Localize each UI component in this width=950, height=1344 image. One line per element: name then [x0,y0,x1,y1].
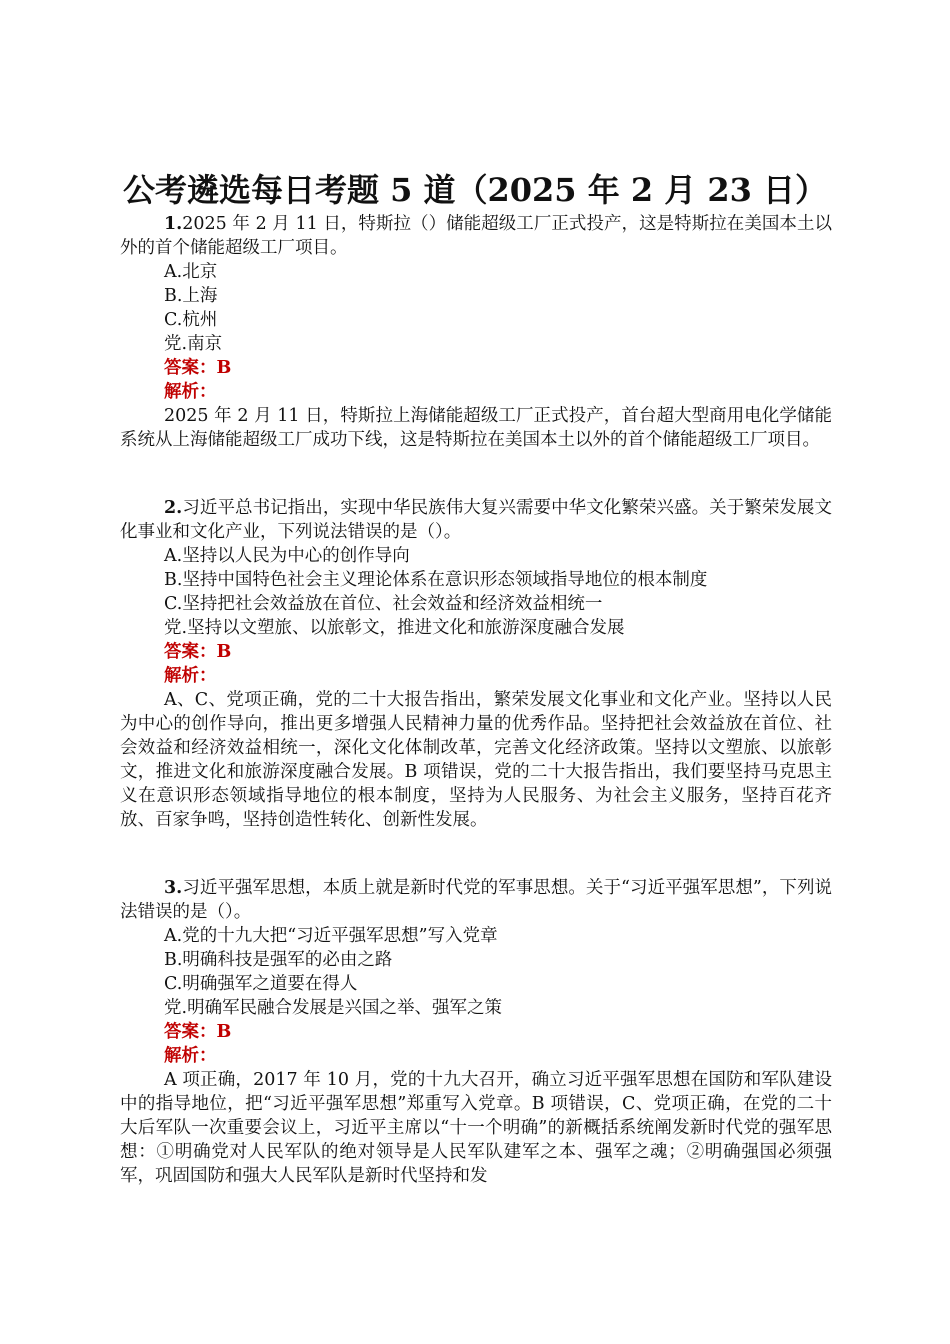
option-a: A.北京 [164,262,218,282]
question-number: 1. [164,214,183,234]
analysis-text: 2025 年 2 月 11 日，特斯拉上海储能超级工厂正式投产，首台超大型商用电化学储能系统从上海储能超级工厂成功下线，这是特斯拉在美国本土以外的首个储能超级工厂项目。 [120,406,832,450]
question-number: 3. [164,878,183,898]
analysis-text: A 项正确，2017 年 10 月，党的十九大召开，确立习近平强军思想在国防和军队建设中的指导地位，把“习近平强军思想”郑重写入党章。B 项错误，C、党项正确，在党的二十大后军队一次重要会议上，习近平主席以“十一个明确”的新概括系统阐发新时代党的强军思想：①明确党对人民军队的绝对领导是人民军队建军之本、强军之魂；②明确强国必须强军，巩固国防和强大人民军队是新时代坚持和发 [120,1070,832,1186]
analysis-text: A、C、党项正确，党的二十大报告指出，繁荣发展文化事业和文化产业。坚持以人民为中心的创作导向，推出更多增强人民精神力量的优秀作品。坚持把社会效益放在首位、社会效益和经济效益相统一，深化文化体制改革，完善文化经济政策。坚持以文塑旅、以旅彰文，推进文化和旅游深度融合发展。B 项错误，党的二十大报告指出，我们要坚持马克思主义在意识形态领域指导地位的根本制度，坚持为人民服务、为社会主义服务，坚持百花齐放、百家争鸣，坚持创造性转化、创新性发展。 [120,690,832,830]
option-a: A.党的十九大把“习近平强军思想”写入党章 [164,926,498,946]
question-text: 习近平强军思想，本质上就是新时代党的军事思想。关于“习近平强军思想”，下列说法错误的是（）。 [120,878,832,922]
option-c: C.坚持把社会效益放在首位、社会效益和经济效益相统一 [164,594,603,614]
page-title: 公考遴选每日考题 5 道（2025 年 2 月 23 日） [122,171,828,209]
option-b: B.明确科技是强军的必由之路 [164,950,393,970]
question-stem [120,876,832,924]
option-d: 党.坚持以文塑旅、以旅彰文，推进文化和旅游深度融合发展 [164,618,625,638]
option-c: C.明确强军之道要在得人 [164,974,358,994]
answer-label: 答案：B [164,1022,232,1042]
question-text: 2025 年 2 月 11 日，特斯拉（）储能超级工厂正式投产，这是特斯拉在美国本土以外的首个储能超级工厂项目。 [120,214,832,258]
analysis-label: 解析： [164,382,217,402]
option-d: 党.明确军民融合发展是兴国之举、强军之策 [164,998,503,1018]
option-c: C.杭州 [164,310,218,330]
question-text: 习近平总书记指出，实现中华民族伟大复兴需要中华文化繁荣兴盛。关于繁荣发展文化事业和文化产业，下列说法错误的是（）。 [120,498,832,542]
answer-label: 答案：B [164,358,232,378]
question-3 [120,876,832,1188]
question-2 [120,496,832,832]
option-b: B.坚持中国特色社会主义理论体系在意识形态领域指导地位的根本制度 [164,570,708,590]
question-1 [120,212,832,452]
option-b: B.上海 [164,286,218,306]
option-a: A.坚持以人民为中心的创作导向 [164,546,410,566]
analysis-label: 解析： [164,666,217,686]
question-list [120,212,832,1232]
question-stem [120,212,832,260]
question-number: 2. [164,498,183,518]
answer-label: 答案：B [164,642,232,662]
analysis-label: 解析： [164,1046,217,1066]
option-d: 党.南京 [164,334,223,354]
question-stem [120,496,832,544]
